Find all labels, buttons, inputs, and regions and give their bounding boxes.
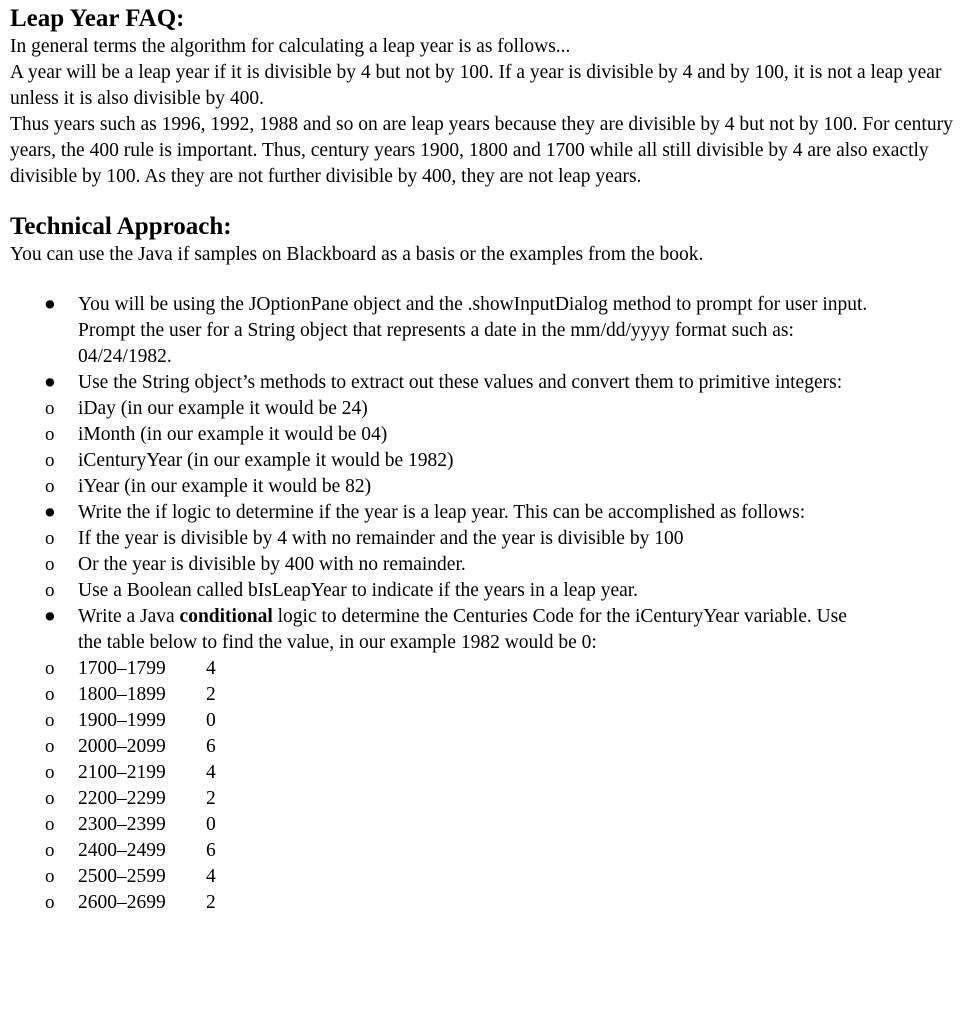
list-item [10,604,868,916]
century-code-value: 0 [206,814,216,835]
circle-bullet-icon: o [45,528,55,549]
century-code-value: 4 [206,762,216,783]
century-code-row [11,786,868,812]
century-code-table [45,656,868,916]
century-code-value: 2 [206,788,216,809]
circle-bullet-icon: o [45,736,55,757]
bullet-text: You will be using the JOptionPane object and the .showInputDialog method to prompt for user input. Prompt the user for a String object that represents a date in the mm/dd/yyyy format such as: 04/24/1982. [78,294,868,367]
faq-paragraph-3: Thus years such as 1996, 1992, 1988 and so on are leap years because they are divisible by 4 but not by 100. For century years, the 400 rule is important. Thus, century years 1900, 1800 and 1700 while all still divisible by 4 are also exactly divisible by 100. As they are not further divisible by 400, they are not leap years. [10,114,953,187]
century-code-value: 6 [206,840,216,861]
bullet-text: Write the if logic to determine if the year is a leap year. This can be accomplished as follows: [78,502,806,523]
bullet-dot-icon: ● [44,502,56,523]
bold-term: conditional [179,606,273,627]
list-item [10,500,868,604]
century-code-row [11,838,868,864]
sub-list-variables [45,396,868,500]
sub-list-item: o iDay (in our example it would be 24) [11,396,868,422]
century-code-row [11,760,868,786]
century-range: 1900–1999 [78,710,166,731]
century-range: 2000–2099 [78,736,166,757]
circle-bullet-icon: o [45,450,55,471]
bullet-dot-icon: ● [44,372,56,393]
century-range: 2100–2199 [78,762,166,783]
century-range: 1700–1799 [78,658,166,679]
circle-bullet-icon: o [45,788,55,809]
century-code-value: 0 [206,710,216,731]
circle-bullet-icon: o [45,866,55,887]
century-code-row [11,708,868,734]
circle-bullet-icon: o [45,580,55,601]
century-code-row [11,734,868,760]
section-gap [10,190,960,212]
century-code-value: 2 [206,892,216,913]
circle-bullet-icon: o [45,658,55,679]
list-item [10,292,868,370]
instruction-list [10,292,960,916]
faq-paragraph-2: A year will be a leap year if it is divisible by 4 but not by 100. If a year is divisible by 4 and by 100, it is not a leap year unless it is also divisible by 400. [10,62,942,109]
circle-bullet-icon: o [45,840,55,861]
century-code-row [11,682,868,708]
bullet-text: Write a Java conditional logic to determine the Centuries Code for the iCenturyYear variable. Use the table below to find the value, in our example 1982 would be 0: [78,606,847,653]
sub-list-item: o Or the year is divisible by 400 with no remainder. [11,552,868,578]
century-code-row [11,812,868,838]
circle-bullet-icon: o [45,684,55,705]
faq-heading: Leap Year FAQ: [10,5,185,32]
circle-bullet-icon: o [45,476,55,497]
century-range: 2500–2599 [78,866,166,887]
century-range: 2400–2499 [78,840,166,861]
century-range: 1800–1899 [78,684,166,705]
technical-heading: Technical Approach: [10,213,232,240]
century-range: 2600–2699 [78,892,166,913]
sub-list-item: o If the year is divisible by 4 with no remainder and the year is divisible by 100 [11,526,868,552]
century-code-value: 2 [206,684,216,705]
sub-list-item: o iCenturyYear (in our example it would be 1982) [11,448,868,474]
document-page [10,4,960,916]
list-item [10,370,868,500]
circle-bullet-icon: o [45,892,55,913]
century-code-row [11,864,868,890]
bullet-dot-icon: ● [44,606,56,627]
sub-list-item: o iMonth (in our example it would be 04) [11,422,868,448]
circle-bullet-icon: o [45,554,55,575]
sub-list-item: o Use a Boolean called bIsLeapYear to indicate if the years in a leap year. [11,578,868,604]
century-code-value: 4 [206,658,216,679]
technical-intro: You can use the Java if samples on Blackboard as a basis or the examples from the book. [10,244,704,265]
bullet-dot-icon: ● [44,294,56,315]
century-code-row [11,656,868,682]
circle-bullet-icon: o [45,710,55,731]
faq-paragraph-1: In general terms the algorithm for calculating a leap year is as follows... [10,36,571,57]
sub-list-leap-logic [45,526,868,604]
circle-bullet-icon: o [45,398,55,419]
century-code-value: 4 [206,866,216,887]
century-range: 2200–2299 [78,788,166,809]
circle-bullet-icon: o [45,424,55,445]
sub-list-item: o iYear (in our example it would be 82) [11,474,868,500]
century-range: 2300–2399 [78,814,166,835]
century-code-value: 6 [206,736,216,757]
circle-bullet-icon: o [45,762,55,783]
bullet-text: Use the String object’s methods to extract out these values and convert them to primitive integers: [78,372,843,393]
circle-bullet-icon: o [45,814,55,835]
century-code-row [11,890,868,916]
